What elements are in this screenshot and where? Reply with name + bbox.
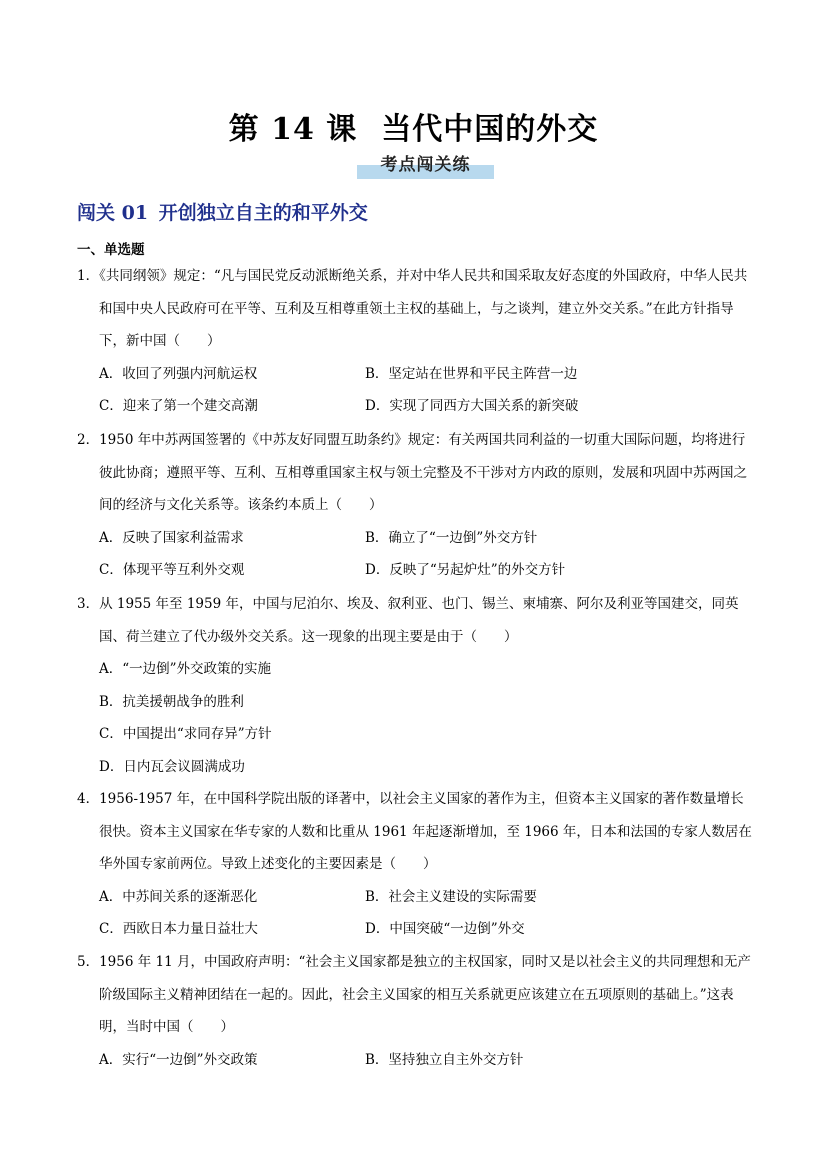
option-row — [77, 358, 757, 391]
question-1 — [77, 260, 757, 423]
question-stem: 3．从 1955 年至 1959 年，中国与尼泊尔、埃及、叙利亚、也门、锡兰、柬埔寨、阿尔及利亚等国建交，同英国、荷兰建立了代办级外交关系。这一现象的出现主要是由于（ ） — [77, 596, 739, 645]
option-b[interactable]: B．坚定站在世界和平民主阵营一边 — [365, 365, 578, 382]
question-stem: 4．1956-1957 年，在中国科学院出版的译著中，以社会主义国家的著作为主，但资本主义国家的著作数量增长很快。资本主义国家在华专家的人数和比重从 1961 年起逐渐增加，至 1966 年，日本和法国的专家人数居在华外国专家前两位。导致上述变化的主要因素是（ ） — [77, 791, 752, 872]
question-stem: 5．1956 年 11 月，中国政府声明：“社会主义国家都是独立的主权国家，同时又是以社会主义的共同理想和无产阶级国际主义精神团结在一起的。因此，社会主义国家的相互关系就更应该建立在五项原则的基础上。”这表明，当时中国（ ） — [77, 954, 751, 1035]
option-row — [77, 522, 757, 555]
option-d[interactable]: D．实现了同西方大国关系的新突破 — [365, 398, 579, 414]
section-subtitle: 开创独立自主的和平外交 — [158, 202, 368, 224]
question-5 — [77, 946, 757, 1076]
option-a[interactable]: A．中苏间关系的逐渐恶化 — [99, 888, 258, 905]
section-number: 闯关 01 — [77, 202, 149, 224]
option-row — [77, 881, 757, 914]
lesson-title: 当代中国的外交 — [381, 112, 599, 147]
option-d[interactable]: D．反映了“另起炉灶”的外交方针 — [365, 562, 566, 578]
question-stem: 2．1950 年中苏两国签署的《中苏友好同盟互助条约》规定：有关两国共同利益的一切重大国际问题，均将进行彼此协商；遵照平等、互利、互相尊重国家主权与领土完整及不干涉对方内政的原则，发展和巩固中苏两国之间的经济与文化关系等。该条约本质上（ ） — [77, 432, 747, 513]
option-b[interactable]: B．抗美援朝战争的胜利 — [99, 693, 244, 710]
option-b[interactable]: B．坚持独立自主外交方针 — [365, 1051, 524, 1068]
question-stem: 1．《共同纲领》规定：“凡与国民党反动派断绝关系，并对中华人民共和国采取友好态度的外国政府，中华人民共和国中央人民政府可在平等、互利及互相尊重领土主权的基础上，与之谈判，建立外交关系。”在此方针指导下，新中国（ ） — [77, 268, 748, 349]
option-d[interactable]: D．日内瓦会议圆满成功 — [99, 758, 245, 775]
option-a[interactable]: A．“一边倒”外交政策的实施 — [99, 661, 272, 677]
option-d[interactable]: D．中国突破“一边倒”外交 — [365, 921, 525, 937]
option-row — [77, 390, 757, 423]
option-c[interactable]: C．中国提出“求同存异”方针 — [99, 726, 272, 742]
option-b[interactable]: B．社会主义建设的实际需要 — [365, 888, 537, 905]
section-title — [77, 198, 368, 225]
page-title — [0, 104, 827, 148]
lesson-number: 第 14 课 — [228, 112, 358, 147]
option-a[interactable]: A．反映了国家利益需求 — [99, 529, 244, 546]
question-4 — [77, 783, 757, 946]
question-2 — [77, 424, 757, 587]
option-a[interactable]: A．收回了列强内河航运权 — [99, 365, 258, 382]
question-3 — [77, 588, 757, 783]
option-c[interactable]: C．体现平等互利外交观 — [99, 562, 245, 578]
option-a[interactable]: A．实行“一边倒”外交政策 — [99, 1051, 258, 1068]
option-row — [77, 554, 757, 587]
exercise-badge — [357, 150, 494, 178]
subsection-heading: 一、单选题 — [77, 242, 145, 258]
option-b[interactable]: B．确立了“一边倒”外交方针 — [365, 529, 538, 546]
option-c[interactable]: C．迎来了第一个建交高潮 — [99, 398, 258, 414]
option-row — [77, 913, 757, 946]
option-row — [77, 1044, 757, 1077]
badge-label: 考点闯关练 — [380, 155, 471, 175]
option-c[interactable]: C．西欧日本力量日益壮大 — [99, 921, 258, 937]
